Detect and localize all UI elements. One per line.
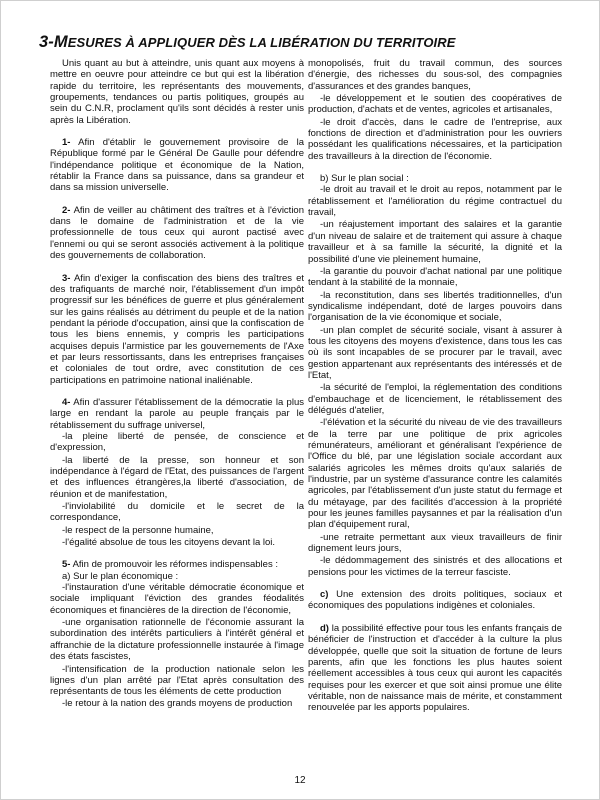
economic-item: -le droit d'accès, dans le cadre de l'entreprise, aux fonctions de direction et d'administration pour les ouvriers possédant les qualifications nécessaires, et la participation des travailleurs à la direction de l'économie. — [308, 116, 562, 162]
measure-4-item: -le respect de la personne humaine, — [62, 524, 214, 536]
measure-letter: d) — [320, 622, 329, 634]
social-item: -la garantie du pouvoir d'achat national par une politique tendant à la stabilité de la monnaie, — [308, 265, 562, 289]
economic-item-continued: monopolisés, fruit du travail commun, des sources d'énergie, des richesses du sous-sol, des compagnies d'assurances et des grandes banques, — [308, 58, 562, 92]
measure-number: 3- — [62, 272, 71, 284]
social-item: -le dédommagement des sinistrés et des allocations et pensions pour les victimes de la terreur fasciste. — [308, 555, 562, 578]
measure-text: Une extension des droits politiques, sociaux et économiques des populations indigènes et coloniales. — [308, 589, 562, 612]
social-item: -une retraite permettant aux vieux travailleurs de finir dignement leurs jours, — [308, 531, 562, 555]
measure-4 — [50, 397, 304, 431]
measure-number: 1- — [62, 137, 71, 149]
intro-paragraph: Unis quant au but à atteindre, unis quant aux moyens à mettre en oeuvre pour atteindre ce but qui est la libération rapide du territoire, les représentants des mouvements, groupements, tendances ou partis politiques, groupés au sein du C.N.R, proclament qu'ils sont décidés à rester unis après la Libération. — [50, 58, 304, 126]
social-item: -le droit au travail et le droit au repos, notamment par le rétablissement et l'amélioration du régime contractuel du travail, — [308, 184, 562, 219]
economic-item: -le développement et le soutien des coopératives de production, d'achats et de ventes, agricoles et artisanales, — [308, 93, 562, 116]
measure-text: Afin d'établir le gouvernement provisoire de la République formé par le Général De Gaulle pour défendre l'indépendance politique et économique de la Nation, rétablir la France dans sa puissance, dans sa grandeur et dans sa mission universelle. — [50, 137, 304, 194]
left-column — [50, 58, 304, 709]
measure-1 — [50, 137, 304, 194]
social-item: -un plan complet de sécurité sociale, visant à assurer à tous les citoyens des moyens d'existence, dans tous les cas où ils sont incapables de se procurer par le travail, avec gestion appartenant aux représentants des intéressés et de l'Etat, — [308, 324, 562, 381]
measure-4-item: -la liberté de la presse, son honneur et son indépendance à l'égard de l'Etat, des puissances de l'argent et des influences étrangères,la liberté d'association, de réunion et de manifestation, — [50, 454, 304, 500]
measure-text: Afin de promouvoir les réformes indispensables : — [70, 559, 278, 571]
page-number: 12 — [294, 775, 306, 786]
social-item: -l'élévation et la sécurité du niveau de vie des travailleurs de la terre par une politique de prix agricoles rémunérateurs, améliorant et généralisant l'expérience de l'Office du blé, par une législation sociale accordant aux salariés agricoles les mêmes droits qu'aux salariés de l'industrie, par un système d'assurance contre les calamités agricoles, par l'établissement d'un juste statut du fermage et du métayage, par des facilités d'accession à la propriété pour les jeunes familles paysannes et par la réalisation d'un plan d'équipement rural, — [308, 417, 562, 531]
measure-text: Afin de veiller au châtiment des traîtres et à l'éviction dans le domaine de l'administration et de la vie professionnelle de tous ceux qui auront pactisé avec l'ennemi ou qui se seront associés activement à la politique des gouvernements de collaboration. — [50, 204, 304, 262]
economic-item: -une organisation rationnelle de l'économie assurant la subordination des intérêts particuliers à l'intérêt général et affranchie de la dictature professionnelle instaurée à l'image des états fascistes, — [50, 617, 304, 663]
social-item: -un réajustement important des salaires et la garantie d'un niveau de salaire et de traitement qui assure à chaque travailleur et à sa famille la sécurité, la dignité et la possibilité d'une vie pleinement humaine, — [308, 219, 562, 265]
measure-4-item: -la pleine liberté de pensée, de conscience et d'expression, — [50, 430, 304, 454]
economic-item: -l'instauration d'une véritable démocratie économique et sociale impliquant l'éviction des grandes féodalités économiques et financières de la direction de l'économie, — [50, 582, 304, 616]
measure-number: 4- — [62, 396, 71, 408]
economic-heading: a) Sur le plan économique : — [62, 570, 179, 582]
social-item: -la reconstitution, dans ses libertés traditionnelles, d'un syndicalisme indépendant, doté de larges pouvoirs dans l'organisation de la vie économique et sociale, — [308, 289, 562, 324]
measure-number: 2- — [62, 204, 71, 216]
measure-letter: c) — [320, 589, 329, 601]
measure-3 — [50, 273, 304, 386]
page-title: 3-MESURES À APPLIQUER DÈS LA LIBÉRATION DU TERRITOIRE — [39, 33, 456, 51]
measure-text: Afin d'assurer l'établissement de la démocratie la plus large en rendant la parole au peuple français par le rétablissement du suffrage universel, — [50, 396, 304, 431]
economic-item: -l'intensification de la production nationale selon les lignes d'un plan arrêté par l'Etat après consultation des représentants de tous les éléments de cette production — [50, 663, 304, 698]
right-column — [308, 58, 562, 714]
measure-5 — [50, 559, 304, 570]
measure-c — [308, 589, 562, 612]
measure-4-item: -l'inviolabilité du domicile et le secret de la correspondance, — [50, 501, 304, 524]
measure-4-item: -l'égalité absolue de tous les citoyens devant la loi. — [62, 537, 276, 549]
measure-2 — [50, 205, 304, 262]
measure-d — [308, 623, 562, 714]
measure-text: la possibilité effective pour tous les enfants français de bénéficier de l'instruction et d'accéder à la culture la plus développée, quelle que soit la situation de fortune de leurs parents, afin que les fonctions les plus hautes soient réellement accessibles à tous ceux qui auront les capacités requises pour les exercer et que soit ainsi promue une élite véritable, non de naissance mais de mérite, et constamment renouvelée par les apports populaires. — [308, 622, 562, 714]
economic-item: -le retour à la nation des grands moyens de production — [62, 697, 293, 709]
measure-text: Afin d'exiger la confiscation des biens des traîtres et des trafiquants de marché noir, l'établissement d'un impôt progressif sur les bénéfices de guerre et plus généralement sur les gains réalisés au détriment du peuple et de la nation pendant la période d'occupation, ainsi que la confiscation de tous les biens ennemis, y compris les participations acquises depuis l'armistice par les gouvernements de l'Axe et par leurs ressortissants, dans les entreprises françaises et coloniales de tout ordre, avec constitution de ces participations en patrimoine national inaliénable. — [50, 272, 304, 386]
social-item: -la sécurité de l'emploi, la réglementation des conditions d'embauchage et de licenciement, le rétablissement des délégués d'atelier, — [308, 382, 562, 416]
measure-number: 5- — [62, 559, 71, 571]
social-heading: b) Sur le plan social : — [320, 173, 409, 185]
